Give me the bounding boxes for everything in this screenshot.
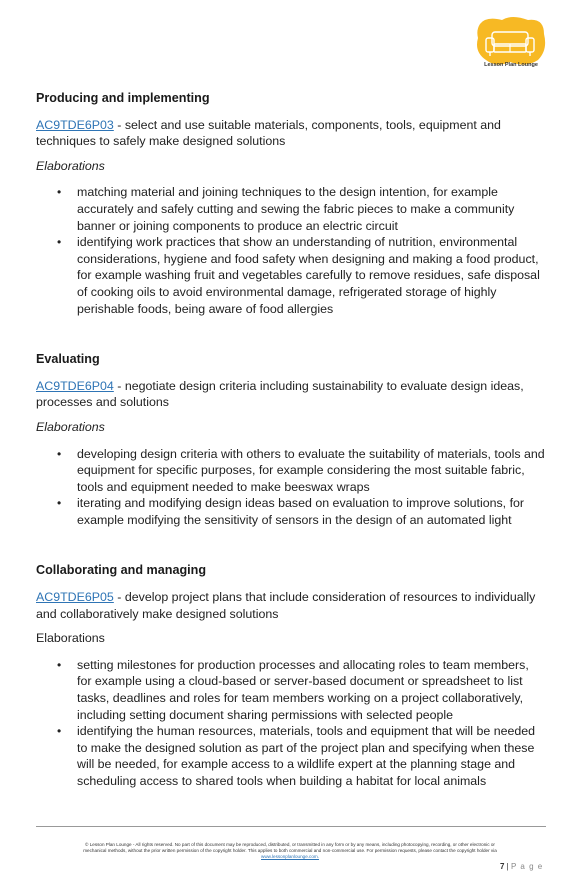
content-description <box>36 378 546 411</box>
section-producing <box>36 90 546 317</box>
elaborations-list <box>36 446 546 529</box>
section-heading: Producing and implementing <box>36 91 210 105</box>
page-number-value: 7 <box>500 862 505 871</box>
website-link[interactable]: www.lessonplanlounge.com. <box>261 854 319 860</box>
list-item: • developing design criteria with others to evaluate the suitability of materials, tools and equipment for specific purposes, for example considering the most suitable fabric, tools and equipment needed to make beeswax wraps <box>77 446 546 496</box>
document-body <box>36 90 546 790</box>
list-item: • identifying the human resources, materials, tools and equipment that will be needed to make the designed solution as part of the project plan and specifying when these will be needed, for example access to a wildlife expert at the planning stage and scheduling access to shared tools when building a habitat for local animals <box>77 723 546 789</box>
section-evaluating <box>36 351 546 528</box>
logo-text: Lesson Plan Lounge <box>484 62 538 68</box>
footer-divider <box>36 826 546 827</box>
description-text: - negotiate design criteria including sustainability to evaluate design ideas, processes and solutions <box>36 378 524 410</box>
section-collaborating <box>36 562 546 789</box>
copyright-line-2: mechanical methods, without the prior written permission of the copyright holder. This applies to both commercial and non-commercial use. For permission requests, please contact the copyright holder via <box>83 848 497 854</box>
copyright-footer <box>40 842 540 861</box>
content-description <box>36 589 546 622</box>
curriculum-code-link[interactable]: AC9TDE6P04 <box>36 378 114 393</box>
list-item: • matching material and joining techniques to the design intention, for example accurately and safely cutting and sewing the fabric pieces to make a community banner or joining components to produce an electric circuit <box>77 184 546 234</box>
curriculum-code-link[interactable]: AC9TDE6P03 <box>36 117 114 132</box>
elaborations-list <box>36 657 546 790</box>
section-heading: Evaluating <box>36 352 100 367</box>
list-item: • setting milestones for production processes and allocating roles to team members, for example using a cloud-based or server-based document or spreadsheet to list tasks, deadlines and roles for team members working on a project collaboratively, including setting document sharing permissions with selected people <box>77 657 546 723</box>
page-label: P a g e <box>510 862 544 871</box>
page-number: 7 | P a g e <box>500 862 544 871</box>
elaborations-list <box>36 184 546 317</box>
elaborations-label: Elaborations <box>36 631 105 646</box>
elaborations-label: Elaborations <box>36 419 105 434</box>
content-description <box>36 117 546 150</box>
elaborations-label: Elaborations <box>36 158 105 173</box>
description-text: - develop project plans that include consideration of resources to individually and collaboratively make designed solutions <box>36 590 536 621</box>
curriculum-code-link[interactable]: AC9TDE6P05 <box>36 590 114 605</box>
section-heading: Collaborating and managing <box>36 563 207 578</box>
copyright-line-1: © Lesson Plan Lounge - All rights reserved. No part of this document may be reproduced, distributed, or transmitted in any form or by any means, including photocopying, recording, or other electronic or <box>85 842 495 847</box>
list-item: • identifying work practices that show an understanding of nutrition, environmental considerations, hygiene and food safety when designing and making a food product, for example washing fruit and vegetables carefully to remove residues, safe disposal of cooking oils to avoid environmental damage, refrigerated storage of highly perishable foods, being aware of food allergies <box>77 234 546 317</box>
description-text: - select and use suitable materials, components, tools, equipment and techniques to safely make designed solutions <box>36 117 501 149</box>
list-item: • iterating and modifying design ideas based on evaluation to improve solutions, for example modifying the sensitivity of sensors in the design of an automated light <box>77 495 546 528</box>
